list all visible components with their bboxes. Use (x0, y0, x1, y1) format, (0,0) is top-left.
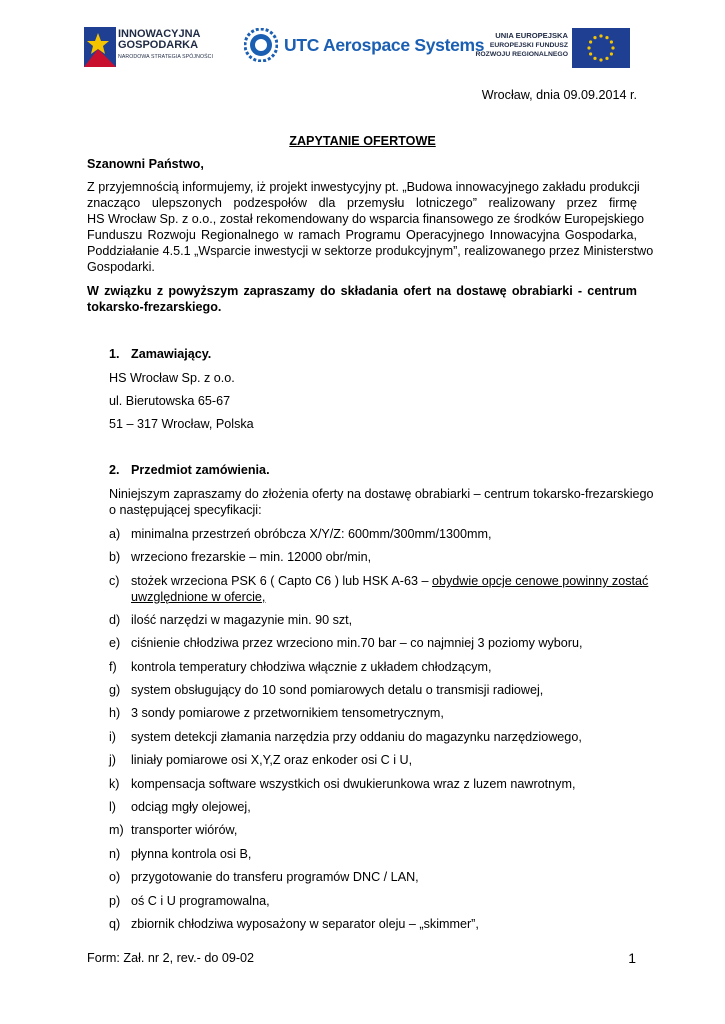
spec-item-text: transporter wiórów, (131, 823, 238, 837)
eu-logo (466, 28, 630, 68)
spec-item-letter: o) (109, 870, 121, 884)
ig-emblem-icon (84, 27, 116, 67)
invitation-line: W związku z powyższym zapraszamy do składania ofert na dostawę obrabiarki - centrum (87, 284, 637, 298)
spec-item-text: liniały pomiarowe osi X,Y,Z oraz enkoder osi C i U, (131, 753, 413, 767)
spec-item-letter: f) (109, 660, 117, 674)
intro-line: Poddziałanie 4.5.1 „Wsparcie inwestycji w sektorze produkcyjnym”, realizowanego przez Ministerstwo (87, 244, 654, 258)
ig-subtitle: NARODOWA STRATEGIA SPÓJNOŚCI (118, 54, 214, 60)
footer-form-ref: Form: Zał. nr 2, rev.- do 09-02 (87, 951, 255, 965)
spec-item-text: płynna kontrola osi B, (131, 847, 252, 861)
intro-line: Gospodarki. (87, 260, 155, 274)
intro-line: Funduszu Rozwoju Regionalnego w ramach Programu Operacyjnego Innowacyjna Gospodarka, (87, 228, 637, 242)
buyer-name: HS Wrocław Sp. z o.o. (109, 371, 235, 385)
spec-item-text: przygotowanie do transferu programów DNC / LAN, (131, 870, 419, 884)
spec-item-letter: b) (109, 550, 121, 564)
spec-item-text: oś C i U programowalna, (131, 894, 270, 908)
spec-item-letter: c) (109, 574, 120, 588)
buyer-street: ul. Bierutowska 65-67 (109, 394, 231, 408)
eu-line-3: ROZWOJU REGIONALNEGO (475, 51, 568, 58)
utc-aerospace-logo (244, 27, 485, 63)
spec-item-letter: d) (109, 613, 121, 627)
spec-item-text: wrzeciono frezarskie – min. 12000 obr/min, (131, 550, 372, 564)
section-2-intro: o następującej specyfikacji: (109, 503, 262, 517)
spec-item-text: system detekcji złamania narzędzia przy oddaniu do magazynku narzędziowego, (131, 730, 582, 744)
page-title: ZAPYTANIE OFERTOWE (289, 134, 436, 148)
spec-item-letter: j) (109, 753, 116, 767)
intro-line: znacząco ulepszonych podzespołów dla przemysłu lotniczego” realizowany przez firmę (87, 196, 637, 210)
spec-item-letter: i) (109, 730, 116, 744)
spec-item-letter: h) (109, 706, 121, 720)
eu-line-2: EUROPEJSKI FUNDUSZ (489, 41, 568, 49)
spec-item-letter: q) (109, 917, 121, 931)
spec-item-text: ciśnienie chłodziwa przez wrzeciono min.70 bar – co najmniej 3 poziomy wyboru, (131, 636, 583, 650)
section-1-title: Zamawiający. (131, 347, 212, 361)
intro-line: HS Wrocław Sp. z o.o., został rekomendowany do wsparcia finansowego ze środków Europejskiego (87, 212, 644, 226)
invitation-line: tokarsko-frezarskiego. (87, 300, 222, 314)
buyer-city: 51 – 317 Wrocław, Polska (109, 417, 254, 431)
spec-item-letter: k) (109, 777, 120, 791)
ig-title-1: INNOWACYJNA (118, 28, 201, 40)
spec-item-text: kompensacja software wszystkich osi dwukierunkowa wraz z luzem nawrotnym, (131, 777, 576, 791)
eu-line-1: UNIA EUROPEJSKA (495, 31, 568, 40)
utc-emblem-icon (244, 28, 278, 62)
greeting: Szanowni Państwo, (87, 157, 204, 171)
spec-item-letter: n) (109, 847, 121, 861)
spec-item-letter: p) (109, 894, 121, 908)
spec-item-letter: l) (109, 800, 116, 814)
intro-line: Z przyjemnością informujemy, iż projekt inwestycyjny pt. „Budowa innowacyjnego zakładu produkcji (87, 180, 640, 194)
spec-item-letter: g) (109, 683, 121, 697)
spec-item-letter: m) (109, 823, 124, 837)
section-2-number: 2. (109, 463, 120, 477)
section-2-title: Przedmiot zamówienia. (131, 463, 270, 477)
utc-wordmark: UTC Aerospace Systems (284, 35, 485, 55)
spec-item-text-underlined: obydwie opcje cenowe powinny zostać (432, 574, 649, 588)
spec-item-text: minimalna przestrzeń obróbcza X/Y/Z: 600mm/300mm/1300mm, (131, 527, 492, 541)
section-2-intro: Niniejszym zapraszamy do złożenia oferty na dostawę obrabiarki – centrum tokarsko-frezarskiego (109, 487, 654, 501)
spec-item-text: ilość narzędzi w magazynie min. 90 szt, (131, 613, 353, 627)
spec-item-text-continued: uwzględnione w ofercie, (131, 590, 266, 604)
ig-title-2: GOSPODARKA (118, 39, 199, 51)
spec-item-text (131, 574, 648, 589)
spec-item-text-plain: stożek wrzeciona PSK 6 ( Capto C6 ) lub HSK A-63 – (131, 574, 432, 588)
spec-item-letter: a) (109, 527, 121, 541)
spec-item-letter: e) (109, 636, 121, 650)
spec-item-text: 3 sondy pomiarowe z przetwornikiem tensometrycznym, (131, 706, 444, 720)
spec-item-text: zbiornik chłodziwa wyposażony w separator oleju – „skimmer”, (131, 917, 479, 931)
spec-item-text: odciąg mgły olejowej, (131, 800, 251, 814)
spec-item-text: system obsługujący do 10 sond pomiarowych detalu o transmisji radiowej, (131, 683, 544, 697)
eu-flag-icon (572, 28, 630, 68)
page-number: 1 (628, 950, 636, 966)
letter-date: Wrocław, dnia 09.09.2014 r. (481, 88, 637, 102)
spec-item-text: kontrola temperatury chłodziwa włącznie z układem chłodzącym, (131, 660, 492, 674)
section-1-number: 1. (109, 347, 120, 361)
innowacyjna-gospodarka-logo (84, 25, 234, 69)
